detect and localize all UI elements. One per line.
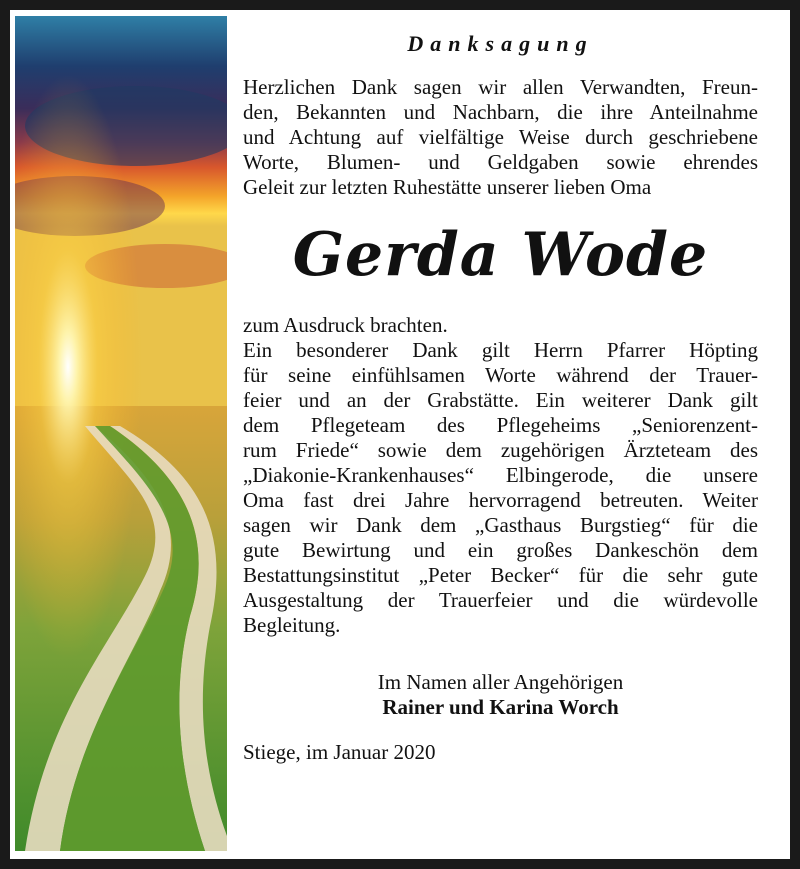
sunset-path-photo	[15, 16, 227, 851]
text-line: gute Bewirtung und ein großes Dankeschön dem	[243, 538, 758, 562]
heading: Danksagung	[407, 31, 594, 56]
text-line: Worte, Blumen- und Geldgaben sowie ehrendes	[243, 150, 758, 174]
place-date: Stiege, im Januar 2020	[243, 740, 436, 764]
signature-names: Rainer und Karina Worch	[382, 695, 619, 719]
text-line: den, Bekannten und Nachbarn, die ihre Anteilnahme	[243, 100, 758, 124]
deceased-name: Gerda Wode	[292, 220, 709, 290]
text-line: sagen wir Dank dem „Gasthaus Burgstieg“ für die	[243, 513, 758, 537]
text-line: Ausgestaltung der Trauerfeier und die würdevolle	[243, 588, 758, 612]
text-line: „Diakonie-Krankenhauses“ Elbingerode, die unsere	[243, 463, 758, 487]
signature-line: Im Namen aller Angehörigen	[377, 670, 624, 694]
signature-block	[243, 670, 758, 720]
intro-paragraph	[243, 75, 758, 200]
body-paragraph	[243, 313, 758, 638]
text-line: zum Ausdruck brachten.	[243, 313, 448, 337]
text-line: rum Friede“ sowie dem zugehörigen Ärzteteam des	[243, 438, 758, 462]
text-line: Begleitung.	[243, 613, 341, 637]
text-line: dem Pflegeteam des Pflegeheims „Seniorenzent-	[243, 413, 758, 437]
text-line: und Achtung auf vielfältige Weise durch geschriebene	[243, 125, 758, 149]
notice-text	[243, 30, 758, 765]
text-line: Bestattungsinstitut „Peter Becker“ für die sehr gute	[243, 563, 758, 587]
text-line: Ein besonderer Dank gilt Herrn Pfarrer Höpting	[243, 338, 758, 362]
text-line: feier und an der Grabstätte. Ein weiterer Dank gilt	[243, 388, 758, 412]
text-line: Geleit zur letzten Ruhestätte unserer lieben Oma	[243, 175, 652, 199]
text-line: für seine einfühlsamen Worte während der Trauer-	[243, 363, 758, 387]
text-line: Oma fast drei Jahre hervorragend betreuten. Weiter	[243, 488, 758, 512]
text-line: Herzlichen Dank sagen wir allen Verwandten, Freun-	[243, 75, 758, 99]
